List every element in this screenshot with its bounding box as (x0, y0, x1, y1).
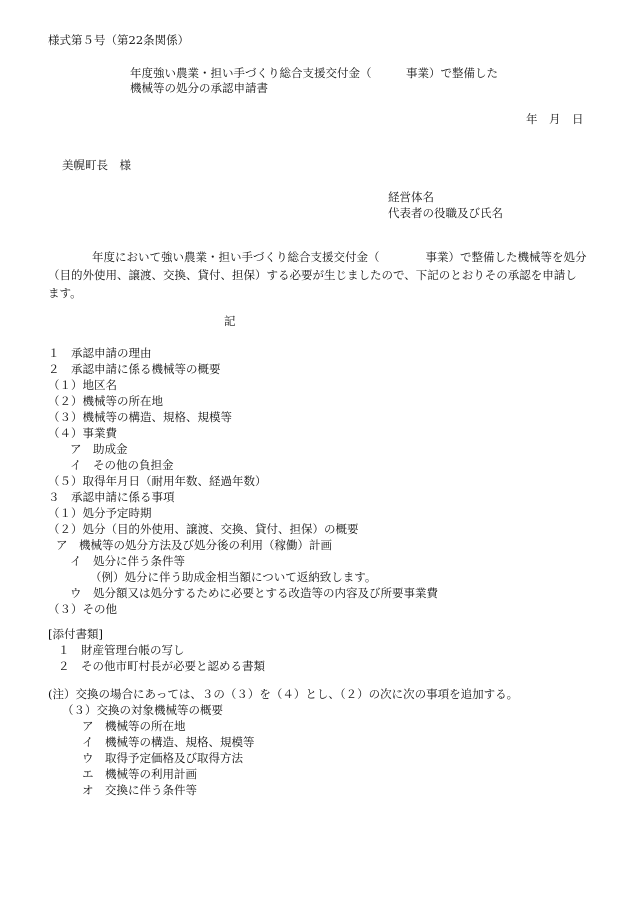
attachment-item: ２ その他市町村長が必要と認める書類 (58, 659, 265, 673)
applicant-entity-name: 経営体名 (388, 190, 434, 204)
list-item: ３ 承認申請に係る事項 (48, 490, 175, 504)
list-item: （２）機械等の所在地 (48, 394, 163, 408)
applicant-representative: 代表者の役職及び氏名 (388, 206, 503, 220)
addressee: 美幌町長 様 (62, 158, 131, 172)
list-item: ２ 承認申請に係る機械等の概要 (48, 362, 221, 376)
note-sub-heading: （３）交換の対象機械等の概要 (62, 703, 223, 717)
list-item: （３）その他 (48, 602, 117, 616)
list-item: イ その他の負担金 (70, 458, 174, 472)
note-sub-item: エ 機械等の利用計画 (82, 767, 197, 781)
list-item: ウ 処分額又は処分するために必要とする改造等の内容及び所要事業費 (70, 586, 438, 600)
date-line: 年 月 日 (526, 112, 584, 126)
list-item: （５）取得年月日（耐用年数、経過年数） (48, 474, 267, 488)
note-text: (注）交換の場合にあっては、３の（３）を（４）とし、（２）の次に次の事項を追加する。 (48, 687, 519, 701)
note-sub-item: オ 交換に伴う条件等 (82, 783, 197, 797)
note-sub-item: イ 機械等の構造、規格、規模等 (82, 735, 255, 749)
list-item: イ 処分に伴う条件等 (70, 554, 185, 568)
ki-heading: 記 (224, 314, 236, 328)
attachments-heading: [添付書類] (48, 627, 103, 641)
document-title-line2: 機械等の処分の承認申請書 (130, 81, 268, 95)
list-item: １ 承認申請の理由 (48, 346, 152, 360)
list-item: （１）処分予定時期 (48, 506, 152, 520)
list-item: （２）処分（目的外使用、譲渡、交換、貸付、担保）の概要 (48, 522, 359, 536)
note-sub-item: ウ 取得予定価格及び取得方法 (82, 751, 243, 765)
attachment-item: １ 財産管理台帳の写し (58, 643, 185, 657)
list-item: （３）機械等の構造、規格、規模等 (48, 410, 232, 424)
list-item: （１）地区名 (48, 378, 117, 392)
list-item: （４）事業費 (48, 426, 117, 440)
list-item: （例）処分に伴う助成金相当額について返納致します。 (90, 570, 377, 584)
list-item: ア 機械等の処分方法及び処分後の利用（稼働）計画 (56, 538, 332, 552)
document-title-line1: 年度強い農業・担い手づくり総合支援交付金（ 事業）で整備した (130, 66, 498, 80)
note-sub-item: ア 機械等の所在地 (82, 719, 186, 733)
application-body-text: 年度において強い農業・担い手づくり総合支援交付金（ 事業）で整備した機械等を処分（目的外使用、譲渡、交換、貸付、担保）する必要が生じましたので、下記のとおりその承認を申請します。 (48, 250, 587, 300)
form-number: 様式第５号（第22条関係） (48, 33, 190, 47)
list-item: ア 助成金 (70, 442, 128, 456)
